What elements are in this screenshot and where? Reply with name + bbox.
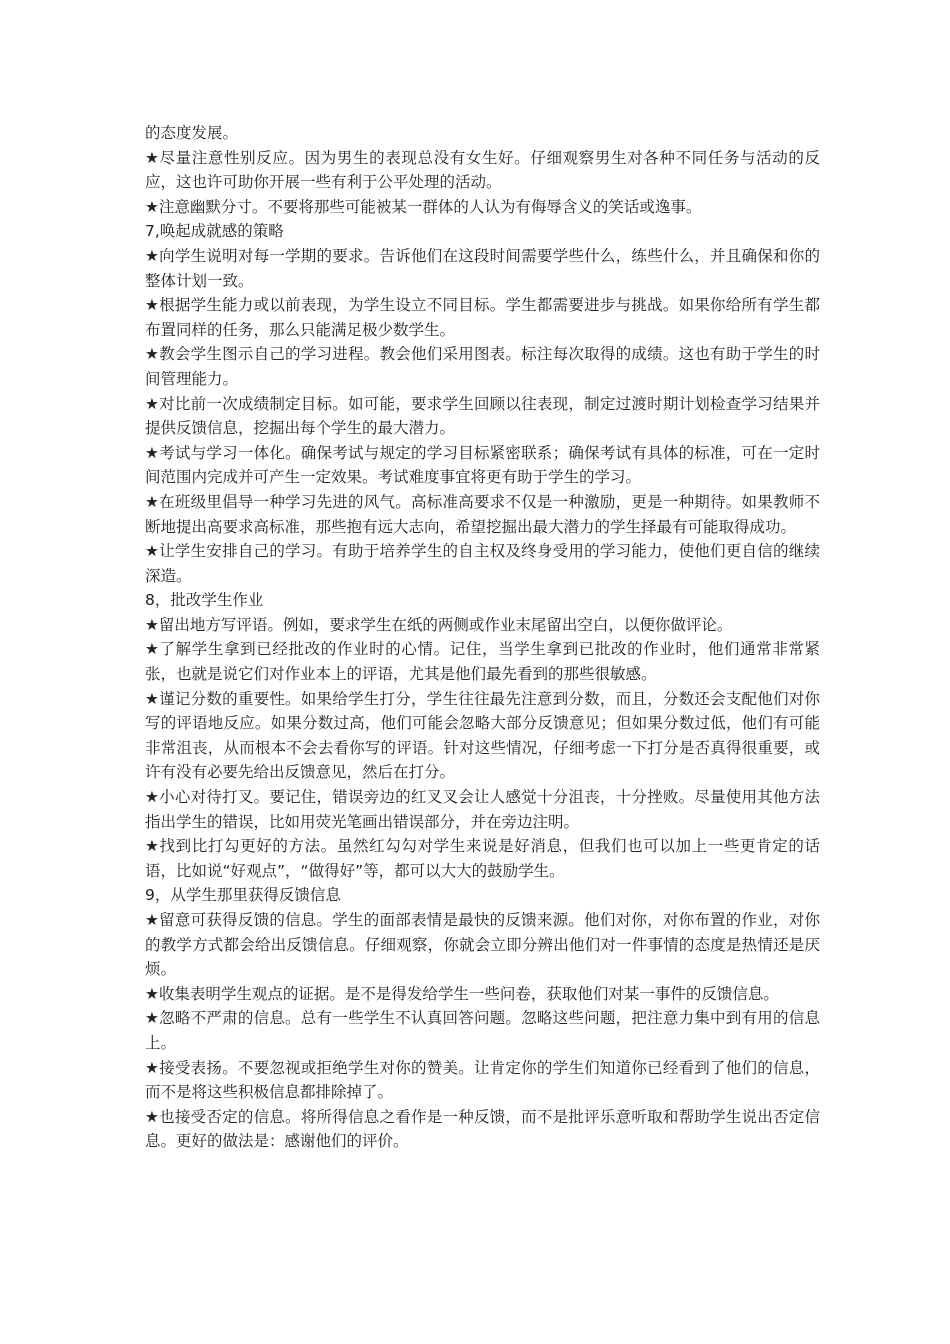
paragraph: ★了解学生拿到已经批改的作业时的心情。记住，当学生拿到已批改的作业时，他们通常非常紧张，也就是说它们对作业本上的评语，尤其是他们最先看到的那些很敏感。: [145, 640, 820, 684]
paragraph: ★留意可获得反馈的信息。学生的面部表情是最快的反馈来源。他们对你，对你布置的作业，对你的教学方式都会给出反馈信息。仔细观察，你就会立即分辨出他们对一件事情的态度是热情还是厌烦。: [145, 911, 820, 979]
paragraph: ★小心对待打叉。要记住，错误旁边的红叉叉会让人感觉十分沮丧，十分挫败。尽量使用其他方法指出学生的错误，比如用荧光笔画出错误部分，并在旁边注明。: [145, 788, 820, 831]
paragraph: ★找到比打勾更好的方法。虽然红勾勾对学生来说是好消息，但我们也可以加上一些更肯定的话语，比如说“好观点”，“做得好”等，都可以大大的鼓励学生。: [145, 837, 820, 880]
paragraph: ★也接受否定的信息。将所得信息之看作是一种反馈，而不是批评乐意听取和帮助学生说出否定信息。更好的做法是：感谢他们的评价。: [145, 1107, 820, 1151]
paragraph: ★收集表明学生观点的证据。是不是得发给学生一些问卷，获取他们对某一事件的反馈信息。: [145, 984, 779, 1003]
paragraph: ★教会学生图示自己的学习进程。教会他们采用图表。标注每次取得的成绩。这也有助于学生的时间管理能力。: [145, 345, 820, 388]
paragraph: ★让学生安排自己的学习。有助于培养学生的自主权及终身受用的学习能力，使他们更自信的继续深造。: [145, 542, 820, 585]
paragraph: ★对比前一次成绩制定目标。如可能，要求学生回顾以往表现，制定过渡时期计划检查学习结果并提供反馈信息，挖掘出每个学生的最大潜力。: [145, 394, 820, 438]
paragraph: ★在班级里倡导一种学习先进的风气。高标准高要求不仅是一种激励，更是一种期待。如果教师不断地提出高要求高标准，那些抱有远大志向，希望挖掘出最大潜力的学生择最有可能取得成功。: [145, 492, 820, 536]
paragraph: ★忽略不严肃的信息。总有一些学生不认真回答问题。忽略这些问题，把注意力集中到有用的信息上。: [145, 1009, 820, 1052]
section-heading: 9，从学生那里获得反馈信息: [145, 886, 341, 905]
paragraph: ★向学生说明对每一学期的要求。告诉他们在这段时间需要学些什么，练些什么，并且确保和你的整体计划一致。: [145, 246, 820, 290]
paragraph: ★注意幽默分寸。不要将那些可能被某一群体的人认为有侮辱含义的笑话或逸事。: [145, 197, 702, 216]
paragraph: ★留出地方写评语。例如，要求学生在纸的两侧或作业末尾留出空白，以便你做评论。: [145, 615, 733, 634]
paragraph: ★接受表扬。不要忽视或拒绝学生对你的赞美。让肯定你的学生们知道你已经看到了他们的信息，而不是将这些积极信息都排除掉了。: [145, 1058, 820, 1102]
section-heading: 8，批改学生作业: [145, 591, 264, 610]
paragraph: ★尽量注意性别反应。因为男生的表现总没有女生好。仔细观察男生对各种不同任务与活动的反应，这也许可助你开展一些有利于公平处理的活动。: [145, 148, 820, 192]
section-heading: 7,唤起成就感的策略: [145, 222, 284, 241]
document-page: [145, 121, 820, 1154]
paragraph: ★谨记分数的重要性。如果给学生打分，学生往往最先注意到分数，而且，分数还会支配他们对你写的评语地反应。如果分数过高，他们可能会忽略大部分反馈意见；但如果分数过低，他们有可能非常沮丧，从而根本不会去看你写的评语。针对这些情况，仔细考虑一下打分是否真得很重要，或许有没有必要先给出反馈意见，然后在打分。: [145, 689, 820, 782]
paragraph: 的态度发展。: [145, 124, 239, 142]
paragraph: ★考试与学习一体化。确保考试与规定的学习目标紧密联系；确保考试有具体的标准，可在一定时间范围内完成并可产生一定效果。考试难度事宜将更有助于学生的学习。: [145, 443, 820, 487]
paragraph: ★根据学生能力或以前表现，为学生设立不同目标。学生都需要进步与挑战。如果你给所有学生都布置同样的任务，那么只能满足极少数学生。: [145, 296, 820, 339]
